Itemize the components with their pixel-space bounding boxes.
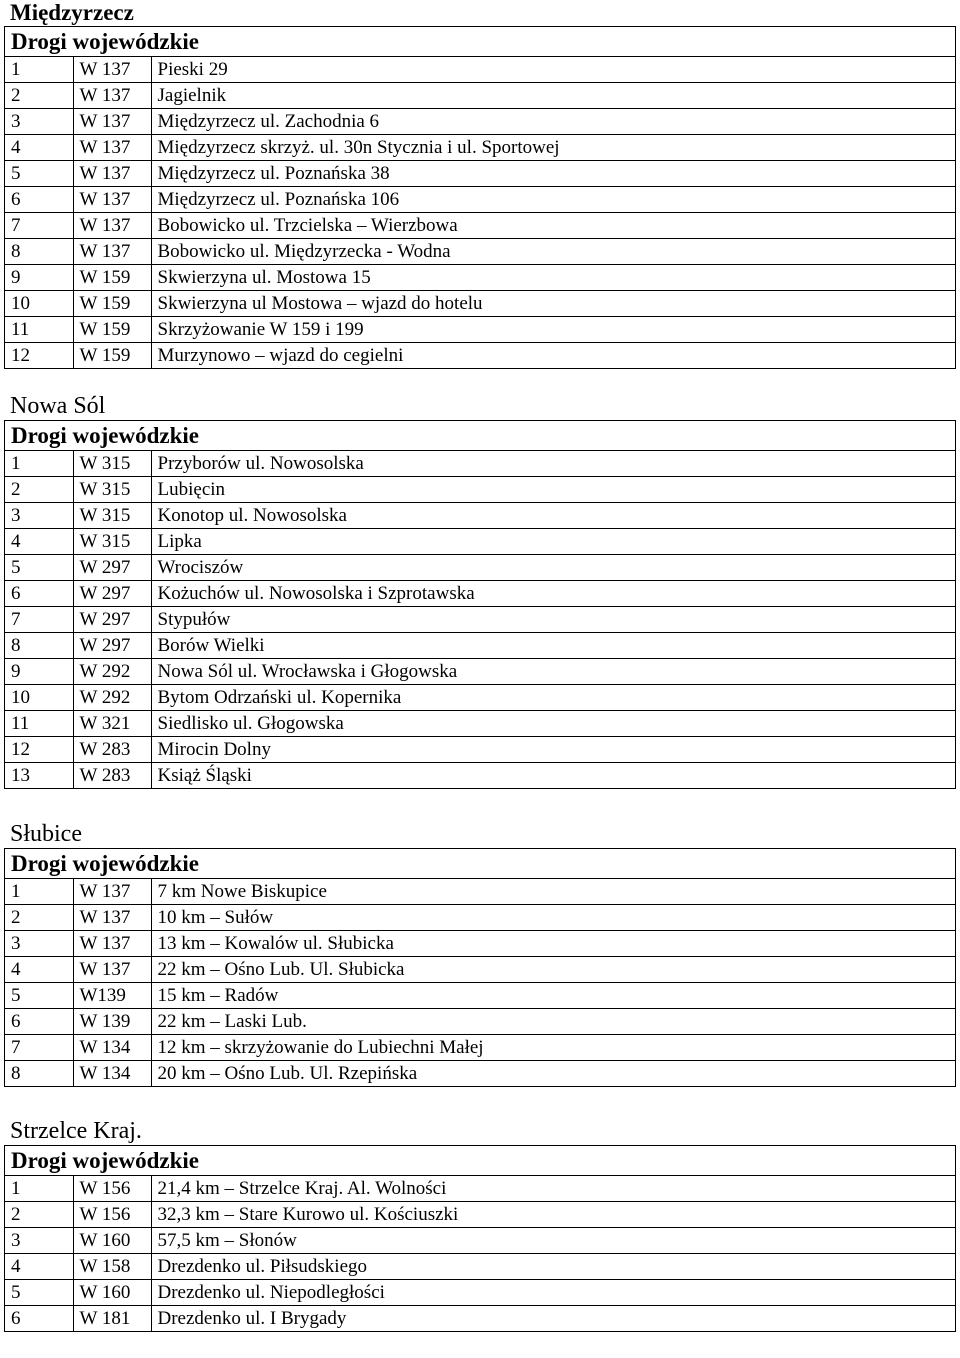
road-number-cell: W 137 — [73, 83, 151, 109]
road-number-cell: W 137 — [73, 135, 151, 161]
roads-table-body — [5, 1176, 955, 1331]
row-number-cell: 10 — [5, 291, 73, 317]
city-heading: Międzyrzecz — [10, 0, 134, 25]
road-number-cell: W 137 — [73, 931, 151, 957]
section-nowa-sol — [4, 392, 956, 789]
table-row — [5, 905, 955, 931]
table-row — [5, 477, 955, 503]
road-number-cell: W 137 — [73, 161, 151, 187]
row-number-cell: 3 — [5, 931, 73, 957]
document-page — [4, 0, 956, 1332]
table-row — [5, 581, 955, 607]
row-number-cell: 8 — [5, 633, 73, 659]
location-cell: Międzyrzecz skrzyż. ul. 30n Stycznia i ul. Sportowej — [151, 135, 955, 161]
location-cell: Skrzyżowanie W 159 i 199 — [151, 317, 955, 343]
road-number-cell: W 137 — [73, 57, 151, 83]
table-row — [5, 931, 955, 957]
table-row — [5, 239, 955, 265]
location-cell: Drezdenko ul. Niepodległości — [151, 1280, 955, 1306]
road-number-cell: W 159 — [73, 317, 151, 343]
location-cell: Skwierzyna ul Mostowa – wjazd do hotelu — [151, 291, 955, 317]
row-number-cell: 2 — [5, 83, 73, 109]
section-miedzyrzecz — [4, 0, 956, 369]
location-cell: Skwierzyna ul. Mostowa 15 — [151, 265, 955, 291]
city-heading: Strzelce Kraj. — [10, 1118, 142, 1144]
table-row — [5, 291, 955, 317]
table-row — [5, 317, 955, 343]
road-number-cell: W 315 — [73, 529, 151, 555]
table-row — [5, 1228, 955, 1254]
location-cell: Międzyrzecz ul. Poznańska 106 — [151, 187, 955, 213]
roads-table — [5, 57, 955, 368]
road-number-cell: W 137 — [73, 957, 151, 983]
table-row — [5, 1176, 955, 1202]
location-cell: Kożuchów ul. Nowosolska i Szprotawska — [151, 581, 955, 607]
table-row — [5, 1280, 955, 1306]
table-row — [5, 187, 955, 213]
row-number-cell: 2 — [5, 1202, 73, 1228]
road-number-cell: W 297 — [73, 581, 151, 607]
table-row — [5, 711, 955, 737]
table-row — [5, 1202, 955, 1228]
row-number-cell: 6 — [5, 187, 73, 213]
location-cell: 20 km – Ośno Lub. Ul. Rzepińska — [151, 1061, 955, 1087]
roads-table-body — [5, 451, 955, 788]
table-row — [5, 607, 955, 633]
location-cell: Mirocin Dolny — [151, 737, 955, 763]
roads-table — [5, 1176, 955, 1331]
roads-table-box — [4, 1145, 956, 1332]
section-strzelce-kraj — [4, 1117, 956, 1332]
row-number-cell: 6 — [5, 1306, 73, 1332]
road-number-cell: W 315 — [73, 503, 151, 529]
table-row — [5, 879, 955, 905]
roads-table-body — [5, 879, 955, 1086]
location-cell: Wrociszów — [151, 555, 955, 581]
road-number-cell: W 297 — [73, 607, 151, 633]
table-row — [5, 109, 955, 135]
table-row — [5, 265, 955, 291]
table-row — [5, 1035, 955, 1061]
row-number-cell: 7 — [5, 213, 73, 239]
row-number-cell: 1 — [5, 57, 73, 83]
row-number-cell: 5 — [5, 1280, 73, 1306]
row-number-cell: 5 — [5, 161, 73, 187]
location-cell: Nowa Sól ul. Wrocławska i Głogowska — [151, 659, 955, 685]
row-number-cell: 6 — [5, 1009, 73, 1035]
road-number-cell: W 159 — [73, 343, 151, 369]
location-cell: Bobowicko ul. Międzyrzecka - Wodna — [151, 239, 955, 265]
road-number-cell: W 283 — [73, 737, 151, 763]
row-number-cell: 2 — [5, 905, 73, 931]
table-row — [5, 983, 955, 1009]
roads-table — [5, 451, 955, 788]
section-subtitle: Drogi wojewódzkie — [5, 1146, 955, 1176]
location-cell: Drezdenko ul. I Brygady — [151, 1306, 955, 1332]
row-number-cell: 1 — [5, 451, 73, 477]
location-cell: Murzynowo – wjazd do cegielni — [151, 343, 955, 369]
section-subtitle: Drogi wojewódzkie — [5, 27, 955, 57]
location-cell: 12 km – skrzyżowanie do Lubiechni Małej — [151, 1035, 955, 1061]
table-row — [5, 659, 955, 685]
road-number-cell: W 137 — [73, 239, 151, 265]
table-row — [5, 957, 955, 983]
table-row — [5, 529, 955, 555]
row-number-cell: 5 — [5, 983, 73, 1009]
road-number-cell: W 134 — [73, 1035, 151, 1061]
road-number-cell: W 160 — [73, 1280, 151, 1306]
table-row — [5, 1254, 955, 1280]
row-number-cell: 1 — [5, 1176, 73, 1202]
city-heading: Słubice — [10, 821, 82, 847]
road-number-cell: W 315 — [73, 451, 151, 477]
table-row — [5, 503, 955, 529]
row-number-cell: 13 — [5, 763, 73, 789]
table-row — [5, 763, 955, 789]
road-number-cell: W 181 — [73, 1306, 151, 1332]
location-cell: Jagielnik — [151, 83, 955, 109]
table-row — [5, 685, 955, 711]
row-number-cell: 4 — [5, 135, 73, 161]
table-row — [5, 1061, 955, 1087]
location-cell: 13 km – Kowalów ul. Słubicka — [151, 931, 955, 957]
location-cell: Borów Wielki — [151, 633, 955, 659]
location-cell: Przyborów ul. Nowosolska — [157, 453, 364, 474]
section-subtitle: Drogi wojewódzkie — [5, 849, 955, 879]
road-number-cell: W 156 — [73, 1176, 151, 1202]
location-cell: Konotop ul. Nowosolska — [151, 503, 955, 529]
city-heading: Nowa Sól — [10, 393, 106, 419]
location-cell: Stypułów — [151, 607, 955, 633]
row-number-cell: 8 — [5, 239, 73, 265]
roads-table-box — [4, 848, 956, 1087]
table-row — [5, 135, 955, 161]
location-cell: 10 km – Sułów — [151, 905, 955, 931]
table-row — [5, 57, 955, 83]
row-number-cell: 4 — [5, 1254, 73, 1280]
location-cell: Międzyrzecz ul. Zachodnia 6 — [151, 109, 955, 135]
road-number-cell: W 283 — [73, 763, 151, 789]
row-number-cell: 3 — [5, 1228, 73, 1254]
row-number-cell: 12 — [5, 737, 73, 763]
row-number-cell: 8 — [5, 1061, 73, 1087]
road-number-cell: W 134 — [73, 1061, 151, 1087]
location-cell: Książ Śląski — [151, 763, 955, 789]
road-number-cell: W 137 — [73, 213, 151, 239]
road-number-cell: W 292 — [73, 685, 151, 711]
location-cell: 22 km – Ośno Lub. Ul. Słubicka — [151, 957, 955, 983]
road-number-cell: W 160 — [73, 1228, 151, 1254]
row-number-cell: 9 — [5, 265, 73, 291]
location-cell: Siedlisko ul. Głogowska — [151, 711, 955, 737]
roads-table — [5, 879, 955, 1086]
road-number-cell: W 315 — [73, 477, 151, 503]
road-number-cell: W 158 — [73, 1254, 151, 1280]
location-cell: 57,5 km – Słonów — [151, 1228, 955, 1254]
location-cell: 7 km Nowe Biskupice — [157, 881, 327, 902]
row-number-cell: 10 — [5, 685, 73, 711]
row-number-cell: 1 — [5, 879, 73, 905]
road-number-cell: W139 — [73, 983, 151, 1009]
row-number-cell: 2 — [5, 477, 73, 503]
row-number-cell: 7 — [5, 607, 73, 633]
roads-table-box — [4, 420, 956, 789]
table-row — [5, 343, 955, 369]
table-row — [5, 1306, 955, 1332]
row-number-cell: 9 — [5, 659, 73, 685]
location-cell: Międzyrzecz ul. Poznańska 38 — [151, 161, 955, 187]
location-cell: Bytom Odrzański ul. Kopernika — [151, 685, 955, 711]
road-number-cell: W 156 — [73, 1202, 151, 1228]
row-number-cell: 3 — [5, 503, 73, 529]
table-row — [5, 1009, 955, 1035]
section-slubice — [4, 820, 956, 1087]
table-row — [5, 161, 955, 187]
road-number-cell: W 159 — [73, 265, 151, 291]
row-number-cell: 11 — [5, 711, 73, 737]
location-cell: 21,4 km – Strzelce Kraj. Al. Wolności — [157, 1178, 447, 1199]
road-number-cell: W 137 — [73, 109, 151, 135]
location-cell: Pieski 29 — [157, 59, 228, 80]
road-number-cell: W 139 — [73, 1009, 151, 1035]
location-cell: Bobowicko ul. Trzcielska – Wierzbowa — [151, 213, 955, 239]
location-cell: 15 km – Radów — [151, 983, 955, 1009]
roads-table-body — [5, 57, 955, 368]
section-subtitle: Drogi wojewódzkie — [5, 421, 955, 451]
location-cell: Drezdenko ul. Piłsudskiego — [151, 1254, 955, 1280]
location-cell: 32,3 km – Stare Kurowo ul. Kościuszki — [151, 1202, 955, 1228]
row-number-cell: 5 — [5, 555, 73, 581]
road-number-cell: W 137 — [73, 905, 151, 931]
row-number-cell: 11 — [5, 317, 73, 343]
row-number-cell: 3 — [5, 109, 73, 135]
row-number-cell: 4 — [5, 529, 73, 555]
road-number-cell: W 137 — [73, 879, 151, 905]
location-cell: 22 km – Laski Lub. — [151, 1009, 955, 1035]
table-row — [5, 555, 955, 581]
table-row — [5, 633, 955, 659]
row-number-cell: 4 — [5, 957, 73, 983]
table-row — [5, 213, 955, 239]
road-number-cell: W 321 — [73, 711, 151, 737]
row-number-cell: 6 — [5, 581, 73, 607]
road-number-cell: W 137 — [73, 187, 151, 213]
location-cell: Lipka — [151, 529, 955, 555]
row-number-cell: 12 — [5, 343, 73, 369]
table-row — [5, 451, 955, 477]
road-number-cell: W 297 — [73, 555, 151, 581]
road-number-cell: W 159 — [73, 291, 151, 317]
row-number-cell: 7 — [5, 1035, 73, 1061]
location-cell: Lubięcin — [151, 477, 955, 503]
road-number-cell: W 292 — [73, 659, 151, 685]
table-row — [5, 83, 955, 109]
road-number-cell: W 297 — [73, 633, 151, 659]
table-row — [5, 737, 955, 763]
roads-table-box — [4, 26, 956, 369]
